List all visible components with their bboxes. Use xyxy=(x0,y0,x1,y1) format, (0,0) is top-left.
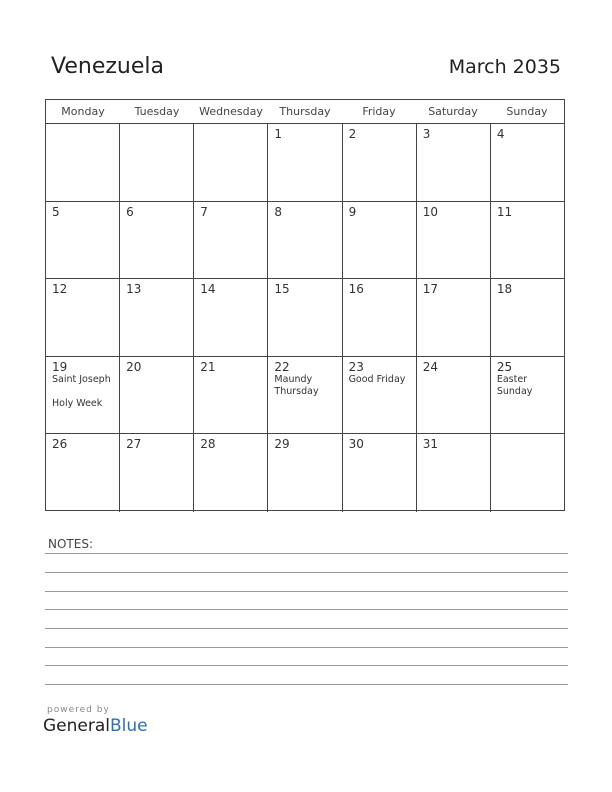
calendar-week xyxy=(46,357,564,435)
day-cell xyxy=(194,434,268,512)
day-cell xyxy=(417,124,491,201)
day-number: 19 xyxy=(52,359,68,374)
day-number: 4 xyxy=(496,127,505,141)
day-number: 24 xyxy=(422,359,438,374)
day-number: 1 xyxy=(274,127,283,141)
day-number: 5 xyxy=(52,204,60,219)
day-cell xyxy=(491,202,564,279)
weekday-thursday: Thursday xyxy=(279,105,331,118)
weekday-tuesday: Tuesday xyxy=(134,105,180,118)
holiday-label: Maundy Thursday xyxy=(274,373,319,397)
day-number: 10 xyxy=(422,204,438,219)
calendar-week xyxy=(46,279,564,357)
notes-line xyxy=(45,572,568,573)
day-cell xyxy=(343,357,417,434)
day-number: 23 xyxy=(348,359,364,374)
notes-line xyxy=(45,628,568,629)
day-cell xyxy=(46,279,120,356)
day-number: 21 xyxy=(200,359,216,374)
day-number: 22 xyxy=(274,359,290,374)
day-number: 7 xyxy=(200,204,208,219)
day-number: 6 xyxy=(126,204,134,219)
day-cell xyxy=(120,202,194,279)
day-cell xyxy=(268,124,342,201)
day-cell xyxy=(343,279,417,356)
day-cell xyxy=(268,434,342,512)
day-number: 20 xyxy=(126,359,142,374)
notes-line xyxy=(45,591,568,592)
day-cell xyxy=(491,279,564,356)
day-number: 17 xyxy=(422,282,438,297)
day-number: 8 xyxy=(274,204,283,219)
day-cell xyxy=(194,279,268,356)
weekday-friday: Friday xyxy=(362,105,396,118)
day-cell xyxy=(417,202,491,279)
day-cell xyxy=(343,202,417,279)
calendar-week xyxy=(46,434,564,512)
holiday-label: Saint Joseph xyxy=(52,373,111,385)
day-cell xyxy=(417,357,491,434)
day-cell xyxy=(120,124,194,201)
day-cell xyxy=(120,357,194,434)
day-number: 16 xyxy=(348,282,364,297)
calendar-week xyxy=(46,202,564,280)
day-cell xyxy=(46,434,120,512)
day-number: 15 xyxy=(274,282,290,297)
notes-label: NOTES: xyxy=(48,537,93,551)
day-cell xyxy=(120,434,194,512)
day-number: 2 xyxy=(348,127,357,141)
notes-line xyxy=(45,609,568,610)
day-cell xyxy=(120,279,194,356)
calendar-grid xyxy=(45,99,565,511)
day-number: 18 xyxy=(496,282,513,297)
notes-line xyxy=(45,647,568,648)
holiday-label: Good Friday xyxy=(348,373,406,385)
day-number: 27 xyxy=(126,437,142,452)
weekday-saturday: Saturday xyxy=(428,105,478,118)
day-number: 30 xyxy=(348,437,364,452)
day-cell xyxy=(194,357,268,434)
day-number: 28 xyxy=(200,437,216,452)
day-number: 12 xyxy=(52,282,68,297)
brand-blue: Blue xyxy=(110,716,148,736)
day-cell xyxy=(343,434,417,512)
notes-line xyxy=(45,553,568,554)
day-number: 29 xyxy=(274,437,290,452)
day-cell xyxy=(194,202,268,279)
notes-line xyxy=(45,665,568,666)
powered-by-text: powered by xyxy=(47,705,110,715)
day-cell xyxy=(268,279,342,356)
day-number: 25 xyxy=(496,359,513,374)
calendar-country-title: Venezuela xyxy=(51,54,164,79)
day-number: 26 xyxy=(52,437,68,452)
day-number: 14 xyxy=(200,282,216,297)
day-cell xyxy=(343,124,417,201)
notes-line xyxy=(45,684,568,685)
generalblue-logo xyxy=(43,716,148,736)
holiday-label: Holy Week xyxy=(52,397,103,409)
weekday-wednesday: Wednesday xyxy=(199,105,263,118)
day-cell xyxy=(417,434,491,512)
day-cell xyxy=(268,202,342,279)
calendar-week xyxy=(46,124,564,202)
weekday-sunday: Sunday xyxy=(506,105,548,118)
weekday-monday: Monday xyxy=(61,105,105,118)
day-cell xyxy=(46,124,120,201)
day-cell xyxy=(417,279,491,356)
day-cell xyxy=(46,202,120,279)
day-number: 31 xyxy=(422,437,438,452)
day-cell xyxy=(194,124,268,201)
calendar-month-title: March 2035 xyxy=(448,56,561,78)
brand-general: General xyxy=(43,716,110,736)
day-number: 13 xyxy=(126,282,142,297)
holiday-label: Easter Sunday xyxy=(496,373,533,397)
day-number: 3 xyxy=(422,127,431,141)
day-cell xyxy=(491,434,564,512)
day-number: 9 xyxy=(348,204,357,219)
day-cell xyxy=(46,357,120,434)
calendar-weeks xyxy=(46,124,564,510)
day-cell xyxy=(491,357,564,434)
day-cell xyxy=(268,357,342,434)
day-cell xyxy=(491,124,564,201)
weekday-header-row xyxy=(46,100,564,124)
day-number: 11 xyxy=(496,204,513,219)
